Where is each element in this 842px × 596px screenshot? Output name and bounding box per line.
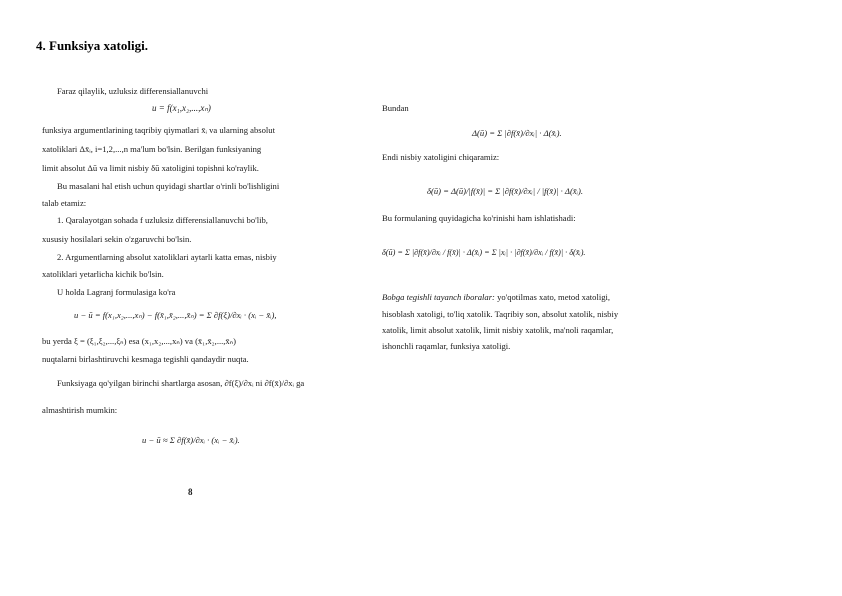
paragraph-line: 1. Qaralayotgan sohada f uzluksiz differensiallanuvchi bo'lib,	[57, 215, 268, 225]
keywords-line	[382, 292, 610, 302]
paragraph-line: Bundan	[382, 103, 409, 113]
paragraph-line: almashtirish mumkin:	[42, 405, 118, 415]
paragraph-line: Funksiyaga qo'yilgan birinchi shartlarga asosan, ∂f(ξ)/∂xᵢ ni ∂f(x̄)/∂xᵢ ga	[57, 378, 305, 388]
formula-approximation: u − ū ≈ Σ ∂f(x̄)/∂xᵢ · (xᵢ − x̄ᵢ).	[142, 435, 240, 445]
keywords-text: yo'qotilmas xato, metod xatoligi,	[497, 292, 611, 302]
paragraph-line: Endi nisbiy xatoligini chiqaramiz:	[382, 152, 500, 162]
keywords-line: ishonchli raqamlar, funksiya xatoligi.	[382, 341, 511, 351]
paragraph-line: Faraz qilaylik, uzluksiz differensiallanuvchi	[57, 86, 209, 96]
keywords-line: xatolik, limit absolut xatolik, limit nisbiy xatolik, ma'noli raqamlar,	[382, 325, 614, 335]
paragraph-line: limit absolut Δū va limit nisbiy δū xatoligini topishni ko'raylik.	[42, 163, 259, 173]
formula-function: u = f(x₁,x₂,...,xₙ)	[152, 103, 211, 113]
paragraph-line: xususiy hosilalari sekin o'zgaruvchi bo'lsin.	[42, 234, 192, 244]
formula-relative-error: δ(ū) = Δ(ū)/|f(x̄)| = Σ |∂f(x̄)/∂xᵢ| / |f(x̄)| · Δ(x̄ᵢ).	[427, 186, 583, 196]
keywords-line: hisoblash xatoligi, to'liq xatolik. Taqribiy son, absolut xatolik, nisbiy	[382, 309, 619, 319]
paragraph-line: Bu formulaning quyidagicha ko'rinishi ham ishlatishadi:	[382, 213, 576, 223]
paragraph-line: Bu masalani hal etish uchun quyidagi shartlar o'rinli bo'lishligini	[57, 181, 280, 191]
paragraph-line: talab etamiz:	[42, 198, 87, 208]
paragraph-line: nuqtalarni birlashtiruvchi kesmaga tegishli qandaydir nuqta.	[42, 354, 249, 364]
paragraph-line: xatoliklari Δx̄ᵢ, i=1,2,...,n ma'lum bo'lsin. Berilgan funksiyaning	[42, 144, 262, 154]
page-number: 8	[188, 487, 193, 497]
paragraph-line: 2. Argumentlarning absolut xatoliklari aytarli katta emas, nisbiy	[57, 252, 277, 262]
formula-relative-error-alt: δ(ū) = Σ |∂f(x̄)/∂xᵢ / f(x̄)| · Δ(x̄ᵢ) = Σ |xᵢ| · |∂f(x̄)/∂xᵢ / f(x̄)| · δ(x̄ᵢ).	[382, 248, 586, 257]
paragraph-line: U holda Lagranj formulasiga ko'ra	[57, 287, 176, 297]
formula-absolute-error: Δ(ū) = Σ |∂f(x̄)/∂xᵢ| · Δ(x̄ᵢ).	[472, 128, 562, 138]
section-title: 4. Funksiya xatoligi.	[36, 38, 148, 53]
paragraph-line: xatoliklari yetarlicha kichik bo'lsin.	[42, 269, 164, 279]
paragraph-line: funksiya argumentlarining taqribiy qiymatlari x̄ᵢ va ularning absolut	[42, 125, 275, 135]
paragraph-line: bu yerda ξ = (ξ₁,ξ₂,...,ξₙ) esa (x₁,x₂,...,xₙ) va (x̄₁,x̄₂,...,x̄ₙ)	[42, 336, 236, 346]
keywords-label: Bobga tegishli tayanch iboralar:	[382, 292, 495, 302]
formula-lagrange: u − ū = f(x₁,x₂,...,xₙ) − f(x̄₁,x̄₂,...,x̄ₙ) = Σ ∂f(ξ)/∂xᵢ · (xᵢ − x̄ᵢ),	[74, 310, 277, 320]
